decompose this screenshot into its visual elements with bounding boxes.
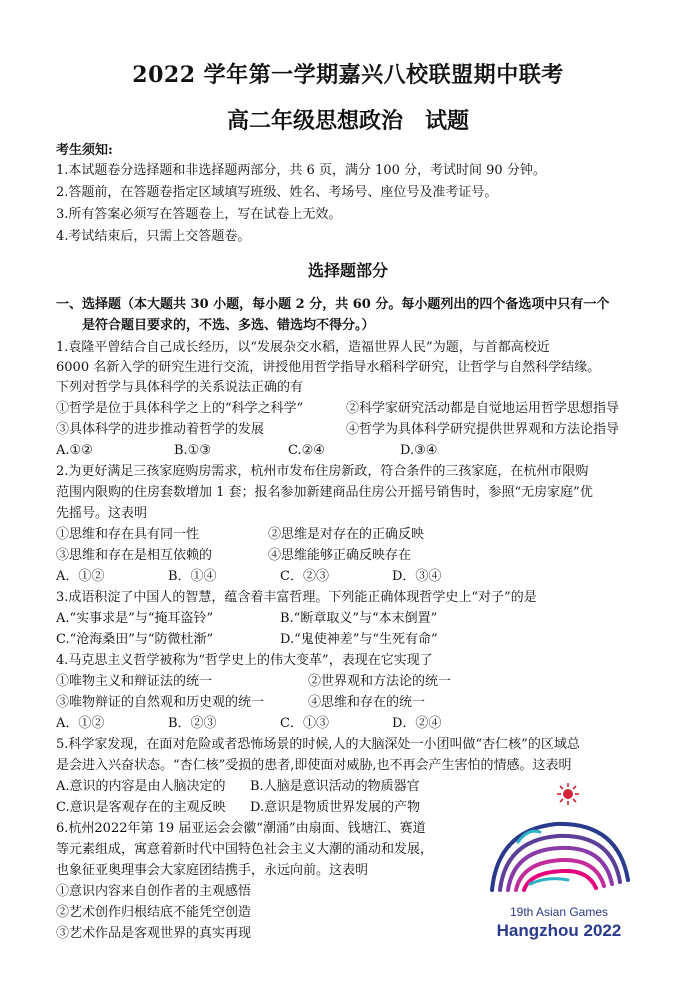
q5-option-b: B.人脑是意识活动的物质器官 [250,779,420,794]
section-title: 选择题部分 [307,261,388,280]
q2-statement: ④思维能够正确反映存在 [268,548,412,563]
option-d: D．②④ [392,716,442,731]
instructions-line: 是符合题目要求的，不选、多选、错选均不得分。） [82,318,375,333]
q6-statement: ③艺术作品是客观世界的真实再现 [56,926,252,941]
option-a: A.①② [56,443,93,458]
q2-stem: 先摇号。这表明 [56,506,148,521]
q1-statement: ②科学家研究活动都是自觉地运用哲学思想指导 [346,401,620,416]
notice-item: 4.考试结束后，只需上交答题卷。 [56,229,251,244]
option-d: D．③④ [392,569,442,584]
sun-emblem-icon [557,783,579,805]
q4-statement: ③唯物辩证的自然观和历史观的统一 [56,695,265,710]
q2-statement: ②思维是对存在的正确反映 [268,527,425,542]
option-c: C．①③ [280,716,329,731]
option-d: D.③④ [400,443,438,458]
notice-item: 3.所有答案必须写在答题卷上，写在试卷上无效。 [56,207,342,222]
q3-option-d: D.“鬼使神差”与“生死有命” [280,632,438,647]
q6-statement: ②艺术创作归根结底不能凭空创造 [56,905,252,920]
option-b: B．②③ [168,716,217,731]
q6-stem: 也象征亚奥理事会大家庭团结携手，永远向前。这表明 [56,863,369,878]
option-c: C．②③ [280,569,329,584]
tide-waves-graphic [492,824,628,890]
q2-statement: ①思维和存在具有同一性 [56,527,200,542]
q5-option-c: C.意识是客观存在的主观反映 [56,800,226,815]
q1-stem: 下列对哲学与具体科学的关系说法正确的有 [56,380,304,395]
q5-stem: 5.科学家发现，在面对危险或者恐怖场景的时候,人的大脑深处一小团叫做“杏仁核”的区域总 [56,737,580,752]
q1-stem: 1.袁隆平曾结合自己成长经历，以“发展杂交水稻，造福世界人民”为题，与首都高校近 [56,340,550,355]
asian-games-logo [478,780,640,948]
q3-option-b: B.“断章取义”与“本末倒置” [280,611,438,626]
q1-stem: 6000 名新入学的研究生进行交流，讲授他用哲学指导水稻科学研究，让哲学与自然科学结缘。 [56,360,601,375]
option-a: A．①② [56,716,105,731]
q6-stem: 6.杭州2022年第 19 届亚运会会徽“潮涌”由扇面、钱塘江、赛道 [56,821,426,836]
exam-subtitle: 高二年级思想政治 试题 [226,108,469,134]
notice-heading: 考生须知: [56,143,113,158]
notice-item: 1.本试题卷分选择题和非选择题两部分，共 6 页，满分 100 分，考试时间 90 分钟。 [56,163,546,178]
logo-line-2: Hangzhou 2022 [496,921,622,940]
q6-stem: 等元素组成，寓意着新时代中国特色社会主义大潮的涌动和发展， [56,842,434,857]
notice-item: 2.答题前，在答题卷指定区域填写班级、姓名、考场号、座位号及准考证号。 [56,185,498,200]
option-b: B.①③ [174,443,211,458]
q3-option-a: A.“实事求是”与“掩耳盗铃” [56,611,214,626]
q4-statement: ④思维和存在的统一 [308,695,426,710]
q1-statement: ③具体科学的进步推动着哲学的发展 [56,422,265,437]
q4-statement: ②世界观和方法论的统一 [308,674,452,689]
q3-option-c: C.“沧海桑田”与“防微杜渐” [56,632,214,647]
logo-line-1: 19th Asian Games [509,905,609,919]
exam-title: 2022 学年第一学期嘉兴八校联盟期中联考 [132,62,564,88]
q3-stem: 3.成语积淀了中国人的智慧，蕴含着丰富哲理。下列能正确体现哲学史上“对子”的是 [56,590,537,605]
q2-stem: 范围内限购的住房套数增加 1 套；报名参加新建商品住房公开摇号销售时，参照“无房家庭”优 [56,485,593,500]
option-b: B．①④ [168,569,217,584]
q5-option-d: D.意识是物质世界发展的产物 [250,800,421,815]
q1-statement: ④哲学为具体科学研究提供世界观和方法论指导 [346,422,620,437]
q5-stem: 是会进入兴奋状态。“杏仁核”受损的患者,即使面对威胁,也不再会产生害怕的情感。这表明 [56,758,572,773]
q4-statement: ①唯物主义和辩证法的统一 [56,674,213,689]
q1-statement: ①哲学是位于具体科学之上的“科学之科学” [56,401,304,416]
option-c: C.②④ [288,443,325,458]
q6-statement: ①意识内容来自创作者的主观感悟 [56,884,252,899]
q2-stem: 2.为更好满足三孩家庭购房需求，杭州市发布住房新政，符合条件的三孩家庭，在杭州市限购 [56,464,589,479]
q2-statement: ③思维和存在是相互依赖的 [56,548,213,563]
option-a: A．①② [56,569,105,584]
q5-option-a: A.意识的内容是由人脑决定的 [56,779,226,794]
q4-stem: 4.马克思主义哲学被称为“哲学史上的伟大变革”，表现在它实现了 [56,653,433,668]
instructions-line: 一、选择题（本大题共 30 小题，每小题 2 分，共 60 分。每小题列出的四个备选项中只有一个 [56,297,610,312]
asian-games-emblem [478,780,640,948]
